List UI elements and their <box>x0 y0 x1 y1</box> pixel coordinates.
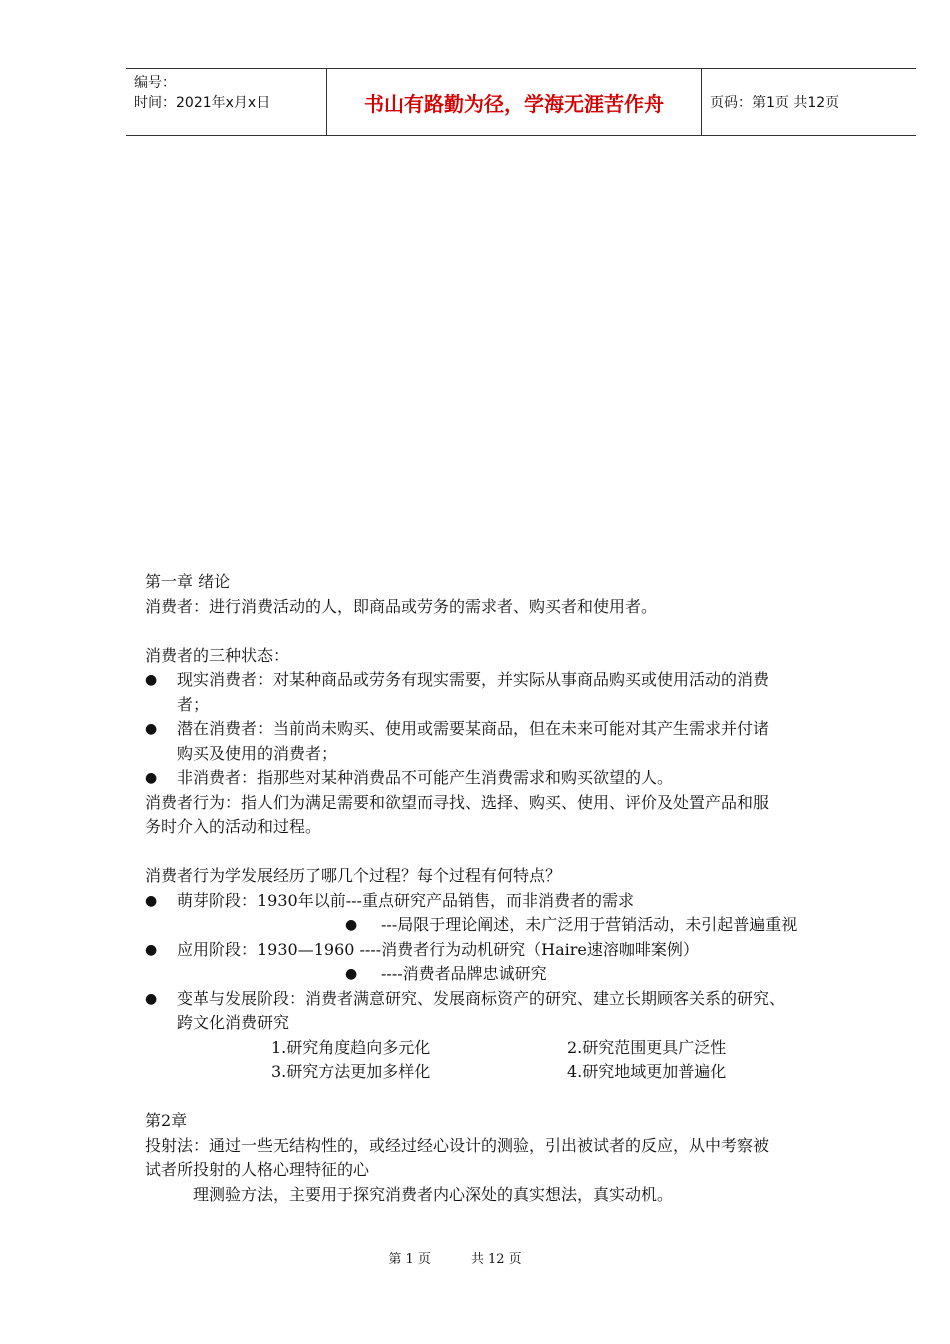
chapter1-title: 第一章 绪论 <box>145 572 231 591</box>
trend-row <box>145 1036 915 1061</box>
bullet-icon: ● <box>345 917 358 933</box>
list-item: ● 现实消费者：对某种商品或劳务有现实需要，并实际从事商品购买或使用活动的消费 者； <box>145 670 770 714</box>
document-body: 第一章 绪论 消费者：进行消费活动的人，即商品或劳务的需求者、购买者和使用者。 消费者的三种状态： ● 现实消费者：对某种商品或劳务有现实需要，并实际从事商品购买或使用活动的消费 者； ● 潜在消费者：当前尚未购买、使用或需要某商品，但在未来可能对其产生需求并付诸 购买及使用的消费者； ● 非消费者：指那些对某种消费品不可能产生消费需求和购买欲望的人。 消费者行为：指人们为满足需要和欲望而寻找、选择、购买、使用、评价及处置产品和服 务时介入的活动和过程。 消费者行为学发展经历了哪几个过程？每个过程有何特点？ ● 萌芽阶段：1930年以前---重点研究产品销售，而非消费者的需求 ● ---局限于理论阐述，未广泛用于营销活动，未引起普遍重视 ● 应用阶段：1930—1960 ----消费者行为动机研究（Haire速溶咖啡案例） ● ----消费者品牌忠诚研究 ● 变革与发展阶段：消费者满意研究、发展商标资产的研究、建立长期顾客关系的研究、 跨文化消费研究 1.研究角度趋向多元化 2.研究范围更具广泛性 3.研究方法更加多样化 4.研究地域更加普遍化 第2章 投射法：通过一些无结构性的，或经过经心设计的测验，引出被试者的反应，从中考察被 试者所投射的人格心理特征的心 理测验方法，主要用于探究消费者内心深处的真实想法，真实动机。 <box>145 570 915 1207</box>
projective-definition: 投射法：通过一些无结构性的，或经过经心设计的测验，引出被试者的反应，从中考察被 <box>145 1135 770 1155</box>
number-label: 编号： <box>134 75 176 91</box>
list-item: ● 应用阶段：1930—1960 ----消费者行为动机研究（Haire速溶咖啡案例） <box>145 938 915 963</box>
trend-row <box>145 1060 915 1085</box>
bullet-icon: ● <box>145 721 158 737</box>
header-meta <box>126 69 327 135</box>
bullet-icon: ● <box>145 770 158 786</box>
list-item: ● 萌芽阶段：1930年以前---重点研究产品销售，而非消费者的需求 <box>145 889 915 914</box>
page-footer <box>0 1248 950 1267</box>
trend-item: 3.研究方法更加多样化 <box>271 1062 431 1081</box>
list-item: ● 变革与发展阶段：消费者满意研究、发展商标资产的研究、建立长期顾客关系的研究、 跨文化消费研究 <box>145 988 786 1032</box>
header-motto: 书山有路勤为径，学海无涯苦作舟 <box>327 69 702 135</box>
trend-item: 1.研究角度趋向多元化 <box>271 1037 431 1057</box>
bullet-icon: ● <box>145 941 158 958</box>
chapter2-title: 第2章 <box>145 1111 188 1130</box>
three-states-title: 消费者的三种状态： <box>145 645 290 665</box>
question: 消费者行为学发展经历了哪几个过程？每个过程有何特点？ <box>145 866 562 885</box>
bullet-icon: ● <box>145 672 158 688</box>
trend-item: 4.研究地域更加普遍化 <box>567 1062 727 1081</box>
list-item: ● 潜在消费者：当前尚未购买、使用或需要某商品，但在未来可能对其产生需求并付诸 购买及使用的消费者； <box>145 719 770 763</box>
consumer-definition: 消费者：进行消费活动的人，即商品或劳务的需求者、购买者和使用者。 <box>145 596 658 616</box>
bullet-icon: ● <box>145 990 158 1007</box>
time-label: 时间：2021年x月x日 <box>134 95 271 111</box>
bullet-icon: ● <box>345 966 358 982</box>
list-item: ● 非消费者：指那些对某种消费品不可能产生消费需求和购买欲望的人。 <box>145 766 915 791</box>
list-item: ● ----消费者品牌忠诚研究 <box>145 962 915 987</box>
page-header <box>126 68 916 136</box>
list-item: ● ---局限于理论阐述，未广泛用于营销活动，未引起普遍重视 <box>145 913 915 938</box>
footer-page: 第 1 页 <box>388 1252 431 1267</box>
trend-item: 2.研究范围更具广泛性 <box>567 1037 727 1057</box>
behavior-definition: 消费者行为：指人们为满足需要和欲望而寻找、选择、购买、使用、评价及处置产品和服 <box>145 792 770 812</box>
header-page-label: 页码：第1页 共12页 <box>710 95 840 111</box>
bullet-icon: ● <box>145 892 158 909</box>
footer-total: 共 12 页 <box>470 1252 522 1267</box>
